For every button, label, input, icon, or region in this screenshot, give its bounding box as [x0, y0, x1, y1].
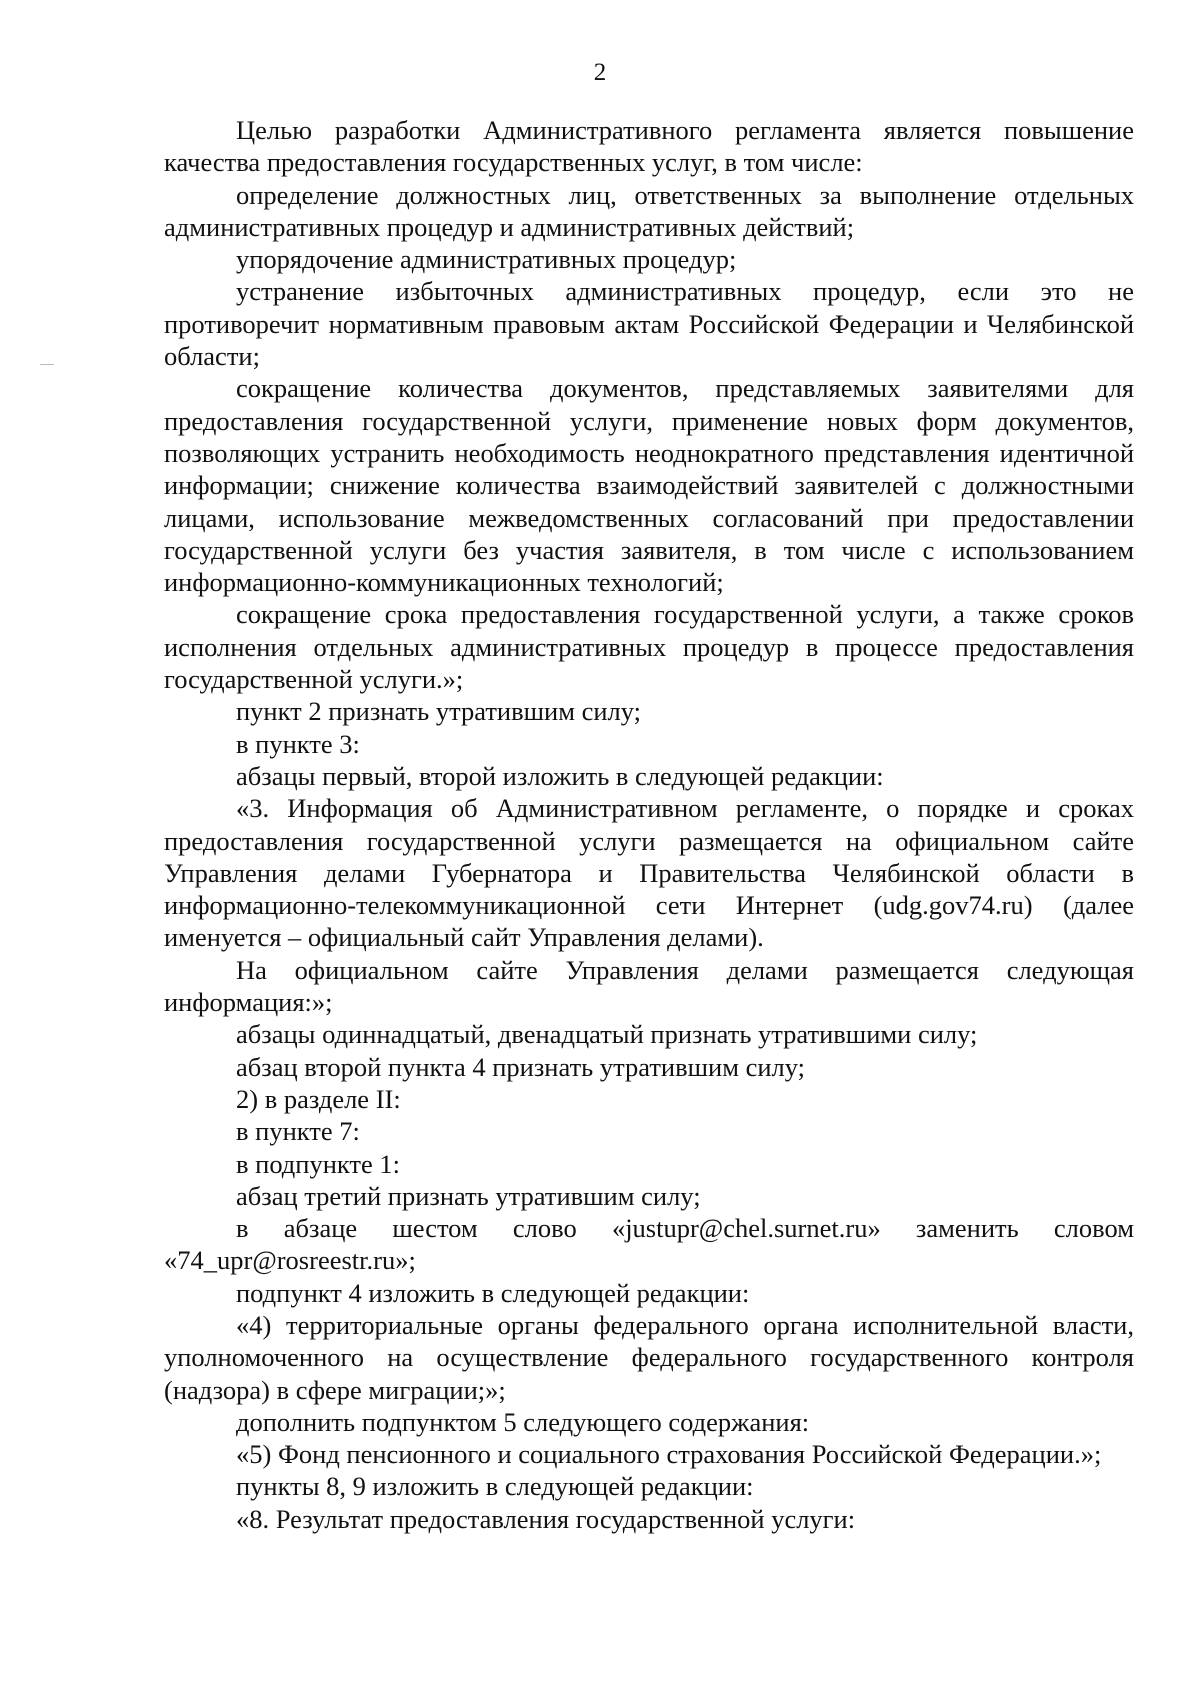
paragraph-add-subpoint-5: дополнить подпунктом 5 следующего содержания:	[236, 1406, 810, 1437]
paragraph-subpoint-1: в подпункте 1:	[236, 1148, 401, 1179]
paragraph-point-7: в пункте 7:	[236, 1116, 360, 1147]
paragraph-removal: устранение избыточных административных процедур, если это не противоречит нормативным правовым актам Российской Федерации и Челябинской области;	[164, 276, 1134, 372]
paragraph-abzacy-11-12: абзацы одиннадцатый, двенадцатый признать утратившими силу;	[236, 1019, 978, 1050]
paragraph-section-2: 2) в разделе II:	[236, 1083, 401, 1114]
paragraph-goal: Целью разработки Административного регламента является повышение качества предоставления государственных услуг, в том числе:	[164, 115, 1134, 178]
paragraph-point-2: пункт 2 признать утратившим силу;	[236, 696, 642, 727]
paragraph-fund: «5) Фонд пенсионного и социального страхования Российской Федерации.»;	[236, 1439, 1102, 1470]
document-body	[164, 114, 1134, 1535]
paragraph-subpoint-4: подпункт 4 изложить в следующей редакции:	[236, 1277, 750, 1308]
margin-mark	[40, 364, 54, 365]
paragraph-officials: определение должностных лиц, ответственных за выполнение отдельных административных процедур и административных действий;	[164, 179, 1134, 242]
paragraph-result: «8. Результат предоставления государственной услуги:	[236, 1503, 856, 1534]
paragraph-abzacy: абзацы первый, второй изложить в следующей редакции:	[236, 760, 884, 791]
paragraph-email-replace: в абзаце шестом слово «justupr@chel.surnet.ru» заменить словом «74_upr@rosreestr.ru»;	[164, 1213, 1134, 1276]
paragraph-point-4: абзац второй пункта 4 признать утратившим силу;	[236, 1051, 806, 1082]
page-number: 2	[593, 59, 607, 86]
paragraph-deadlines: сокращение срока предоставления государственной услуги, а также сроков исполнения отдельных административных процедур в процессе предоставления государственной услуги.»;	[164, 599, 1134, 695]
paragraph-point-3: в пункте 3:	[236, 728, 360, 759]
paragraph-documents: сокращение количества документов, представляемых заявителями для предоставления государственной услуги, применение новых форм документов, позволяющих устранить необходимость неоднократного представления идентичной информации; снижение количества взаимодействий заявителей с должностными лицами, использование межведомственных согласований при предоставлении государственной услуги без участия заявителя, в том числе с использованием информационно-коммуникационных технологий;	[164, 373, 1134, 598]
paragraph-abzac-3: абзац третий признать утратившим силу;	[236, 1180, 701, 1211]
paragraph-info: «3. Информация об Административном регламенте, о порядке и сроках предоставления государственной услуги размещается на официальном сайте Управления делами Губернатора и Правительства Челябинской области в информационно-телекоммуникационной сети Интернет (udg.gov74.ru) (далее именуется – официальный сайт Управления делами).	[164, 793, 1134, 953]
paragraph-points-8-9: пункты 8, 9 изложить в следующей редакции:	[236, 1471, 754, 1502]
paragraph-site: На официальном сайте Управления делами размещается следующая информация:»;	[164, 954, 1134, 1018]
paragraph-ordering: упорядочение административных процедур;	[236, 244, 737, 275]
paragraph-migration: «4) территориальные органы федерального органа исполнительной власти, уполномоченного на осуществление федерального государственного контроля (надзора) в сфере миграции;»;	[164, 1309, 1134, 1405]
